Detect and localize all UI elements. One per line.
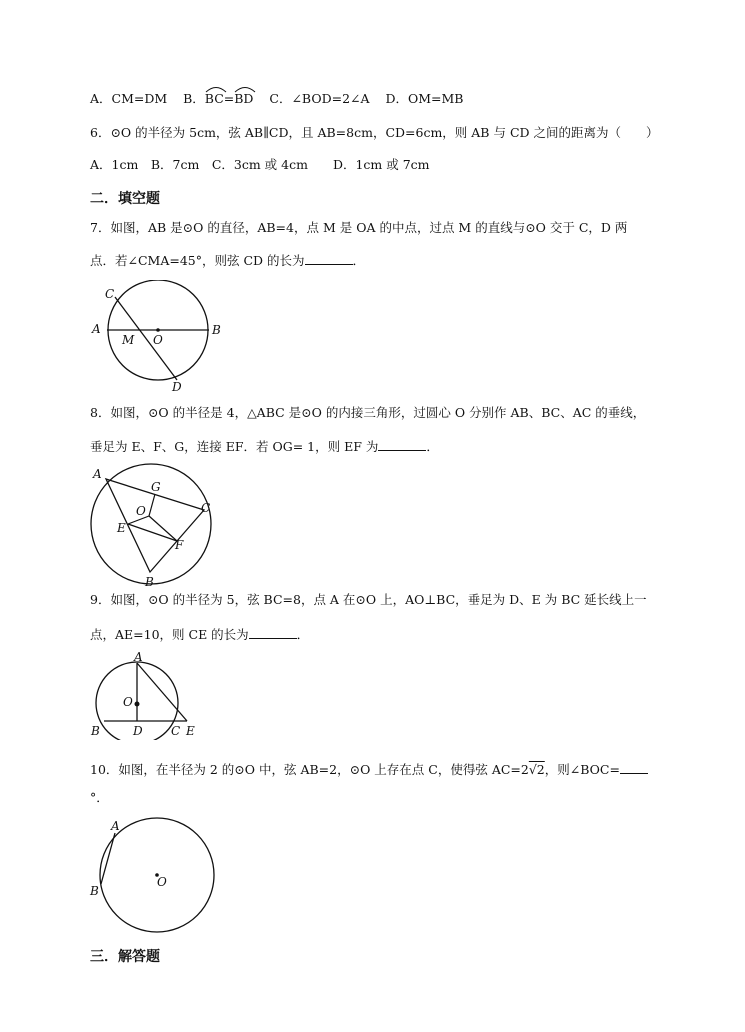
q9-label-a: A: [134, 650, 143, 664]
q5-option-b-eq: =: [223, 91, 235, 106]
q5-option-a: A．CM=DM: [90, 91, 168, 106]
q7-label-d: D: [172, 380, 182, 394]
q8-ef: [128, 524, 177, 541]
q9-end: ．: [296, 627, 310, 642]
q9-label-o: O: [123, 695, 133, 709]
arc-mark-icon: [205, 85, 227, 93]
q10-answer-blank[interactable]: [620, 761, 648, 774]
q9-label-b: B: [91, 724, 100, 738]
q9-figure: [85, 648, 205, 740]
q7-label-m: M: [122, 333, 135, 347]
q10-line1: [90, 761, 648, 778]
q10-figure: [85, 812, 225, 937]
q8-of: [149, 516, 177, 541]
q10-line2: °．: [90, 790, 109, 805]
q9-label-e: E: [186, 724, 195, 738]
q10-label-b: B: [90, 884, 99, 898]
q8-label-o: O: [136, 504, 146, 518]
q10-label-a: A: [111, 819, 120, 833]
q8-answer-blank[interactable]: [378, 438, 426, 451]
q8-figure: [85, 462, 225, 587]
q9-line2: [90, 626, 309, 643]
q8-og: [149, 494, 155, 516]
q6-stem: 6．⊙O 的半径为 5cm，弦 AB∥CD，且 AB=8cm，CD=6cm，则 AB 与 CD 之间的距离为（ ）: [90, 125, 659, 140]
q7-answer-blank[interactable]: [305, 252, 353, 265]
q9-label-c: C: [171, 724, 181, 738]
q7-center-dot: [156, 328, 160, 332]
section-heading-answers: 三．解答题: [90, 949, 160, 965]
q7-label-b: B: [212, 323, 221, 337]
q7-line2: [90, 252, 365, 269]
q9-ae: [137, 663, 187, 721]
q5-arc-bc-label: BC: [204, 91, 224, 106]
q8-label-g: G: [151, 480, 161, 494]
q10-text-b: ，则∠BOC=: [544, 762, 620, 777]
q7-end: ．: [352, 253, 366, 268]
q5-option-b-prefix: B．: [183, 91, 205, 106]
q7-label-o: O: [153, 333, 163, 347]
q9-label-d: D: [133, 724, 143, 738]
q6-options: A．1cm B．7cm C．3cm 或 4cm D．1cm 或 7cm: [90, 157, 430, 172]
q8-label-a: A: [93, 467, 102, 481]
q5-arc-bd-label: BD: [234, 91, 254, 106]
q5-arc-bc: [205, 91, 224, 107]
q10-text-a: 10．如图，在半径为 2 的⊙O 中，弦 AB=2，⊙O 上存在点 C，使得弦 AC=2: [90, 762, 529, 777]
q7-label-c: C: [105, 287, 115, 301]
q9-line1: 9．如图，⊙O 的半径为 5，弦 BC=8，点 A 在⊙O 上，AO⊥BC，垂足为 D、E 为 BC 延长线上一: [90, 592, 647, 607]
q7-line1: 7．如图，AB 是⊙O 的直径，AB=4，点 M 是 OA 的中点，过点 M 的直线与⊙O 交于 C，D 两: [90, 220, 628, 235]
q8-label-b: B: [145, 575, 154, 587]
q9-text: 点，AE=10，则 CE 的长为: [90, 627, 249, 642]
q8-label-f: F: [175, 538, 184, 552]
arc-mark-icon: [234, 85, 256, 93]
q5-options: [90, 91, 463, 107]
section-heading-fill-in: 二．填空题: [90, 191, 160, 207]
q8-text: 垂足为 E、F、G，连接 EF．若 OG= 1，则 EF 为: [90, 439, 379, 454]
q8-label-e: E: [117, 521, 126, 535]
q8-end: ．: [426, 439, 439, 454]
q7-figure: [85, 280, 235, 395]
q8-line2: [90, 438, 439, 455]
q7-label-a: A: [92, 322, 101, 336]
q8-line1: 8．如图，⊙O 的半径是 4，△ABC 是⊙O 的内接三角形，过圆心 O 分别作 AB、BC、AC 的垂线，: [90, 405, 646, 420]
q5-option-d: D．OM=MB: [385, 91, 464, 106]
q5-arc-bd: [234, 91, 253, 107]
q8-label-c: C: [201, 501, 211, 515]
q10-label-o: O: [157, 875, 167, 889]
q5-option-c: C．∠BOD=2∠A: [269, 91, 370, 106]
q7-text: 点．若∠CMA=45°，则弦 CD 的长为: [90, 253, 305, 268]
q9-center-dot: [135, 702, 140, 707]
q9-answer-blank[interactable]: [249, 626, 297, 639]
q10-sqrt: √2: [528, 762, 545, 777]
